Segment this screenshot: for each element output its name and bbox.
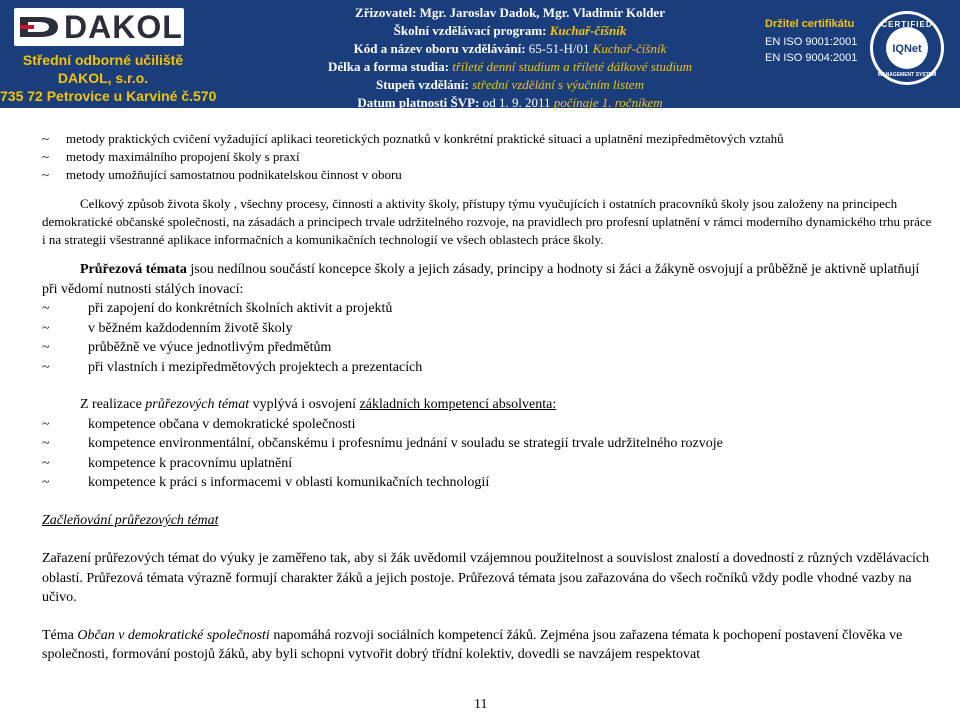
school-address: 735 72 Petrovice u Karviné č.570: [0, 88, 217, 104]
realization-paragraph: [42, 395, 937, 415]
list-item: [42, 415, 937, 435]
competence-text: kompetence environmentální, občanskému i profesnímu jednání v souladu se strategií trvale udržitelného rozvoje: [88, 436, 723, 452]
tilde-bullet-icon: ~: [42, 131, 50, 146]
competences-link-text: základních kompetencí absolventa:: [359, 397, 557, 413]
validity-label: Datum platnosti ŠVP:: [357, 95, 480, 110]
page-number: 11: [474, 697, 488, 712]
list-item: [42, 319, 937, 339]
list-item: [42, 434, 937, 454]
code-label: Kód a název oboru vzdělávání:: [353, 41, 526, 56]
tilde-bullet-icon: ~: [42, 436, 50, 452]
certificate-label: Držitel certifikátu: [765, 18, 855, 30]
iqnet-seal-icon: [869, 10, 945, 86]
founders: Zřizovatel: Mgr. Jaroslav Dadok, Mgr. Vladimír Kolder: [355, 5, 665, 20]
length-label: Délka a forma studia:: [328, 59, 449, 74]
cross-curricular-term: Průřezová témata: [80, 262, 187, 278]
level-label: Stupeň vzdělání:: [376, 77, 469, 92]
code-value: 65-51-H/01: [528, 41, 590, 56]
inclusion-paragraph: Zařazení průřezových témat do výuky je zaměřeno tak, aby si žák uvědomil vzájemnou použitelnost a souvislost znalostí a dovedností z různých vzdělávacích oblastí. Průřezová témata výrazně formují charakter žáků a jejich postoje. Průřezová témata jsou zařazována do všech ročníků vždy podle vhodné vazby na učivo.: [42, 551, 930, 606]
list-item: [42, 454, 937, 474]
section-heading-text: Začleňování průřezových témat: [42, 512, 219, 528]
realization-text-2: vyplývá i osvojení: [249, 397, 360, 413]
tilde-bullet-icon: ~: [42, 455, 50, 471]
document-body: [42, 130, 937, 665]
tilde-bullet-icon: ~: [42, 359, 50, 375]
realization-topics: průřezových témat: [145, 397, 250, 413]
realization-text: Z realizace: [80, 397, 146, 413]
tilde-bullet-icon: ~: [42, 167, 50, 183]
seal-bottom-text: MANAGEMENT SYSTEM: [877, 72, 937, 78]
cross-item-text: při zapojení do konkrétních školních aktivit a projektů: [88, 301, 393, 317]
list-item: [42, 338, 937, 358]
tilde-bullet-icon: ~: [42, 416, 50, 432]
tilde-bullet-icon: ~: [42, 301, 50, 317]
theme-text-2: napomáhá rozvoji sociálních kompetencí žáků. Zejména jsou zařazena témata k pochopení postavení člověka ve společnosti, formování postojů žáků, aby byli schopni vytvořit dobrý třídní kolektiv, dovedli se navzájem respektovat: [42, 627, 903, 663]
list-item: [42, 473, 937, 493]
tilde-bullet-icon: ~: [42, 340, 50, 356]
list-item: [42, 130, 937, 148]
logo-text: DAKOL: [64, 9, 183, 45]
list-item: [42, 358, 937, 378]
length-value: tříleté denní studium a tříleté dálkové studium: [452, 59, 692, 74]
validity-value: počínaje 1. ročníkem: [553, 95, 663, 110]
competence-text: kompetence k práci s informacemi v oblasti komunikačních technologií: [88, 475, 490, 491]
competence-text: kompetence občana v demokratické společnosti: [88, 416, 356, 432]
seal-center-text: IQNet: [892, 43, 922, 55]
program-label: Školní vzdělávací program:: [393, 23, 547, 38]
cross-item-text: při vlastních i mezipředmětových projektech a prezentacích: [88, 359, 423, 375]
tilde-bullet-icon: ~: [42, 149, 50, 165]
cross-item-text: průběžně ve výuce jednotlivým předmětům: [88, 340, 332, 356]
method-text: metody umožňující samostatnou podnikatelskou činnost v oboru: [66, 167, 402, 183]
method-text: metody maximálního propojení školy s praxí: [66, 149, 300, 165]
cross-curricular-text: jsou nedílnou součástí koncepce školy a jejich zásady, principy a hodnoty si žáci a žákyně osvojují a průběžně je aktivně uplatňují při vědomí nutnosti stálých inovací:: [42, 262, 920, 297]
seal-top-text: CERTIFIED: [881, 20, 933, 29]
theme-text: Téma: [42, 627, 78, 643]
list-item: [42, 166, 937, 184]
program-info: [320, 4, 700, 112]
tilde-bullet-icon: ~: [42, 475, 50, 491]
method-text: metody praktických cvičení vyžadující aplikaci teoretických poznatků v konkrétní praktické situaci a uplatnění mezipředmětových vztahů: [66, 131, 784, 146]
section-heading: [42, 511, 937, 531]
program-value: Kuchař-číšník: [549, 23, 627, 38]
list-item: [42, 148, 937, 166]
cross-curricular-paragraph: [42, 260, 937, 299]
school-company: DAKOL, s.r.o.: [57, 70, 149, 86]
school-logo: [14, 8, 184, 46]
theme-paragraph: [42, 626, 937, 665]
page-header: [0, 0, 960, 108]
competence-text: kompetence k pracovnímu uplatnění: [88, 455, 293, 471]
validity-date: od 1. 9. 2011: [482, 95, 551, 110]
code-name: Kuchař-číšník: [592, 41, 667, 56]
school-name: Střední odborné učiliště: [22, 52, 184, 68]
tilde-bullet-icon: ~: [42, 320, 50, 336]
cert-iso-9001: EN ISO 9001:2001: [765, 36, 858, 48]
level-value: střední vzdělání s výučním listem: [472, 77, 644, 92]
dakol-logo-icon: [18, 13, 64, 41]
list-item: [42, 299, 937, 319]
cert-iso-9004: EN ISO 9004:2001: [765, 52, 858, 64]
cross-item-text: v běžném každodenním životě školy: [88, 320, 293, 336]
theme-name: Občan v demokratické společnosti: [77, 627, 270, 643]
lifestyle-paragraph: Celkový způsob života školy , všechny procesy, činnosti a aktivity školy, přístupy týmu vyučujících i ostatních pracovníků školy jsou založeny na principech demokratické občanské společnosti, na zásadách a principech trvale udržitelného rozvoje, na pravidlech pro profesní uplatnění v rámci moderního dynamického trhu práce i na strategii všestranné aplikace informačních a komunikačních technologií ve všech oblastech práce školy.: [42, 195, 932, 248]
